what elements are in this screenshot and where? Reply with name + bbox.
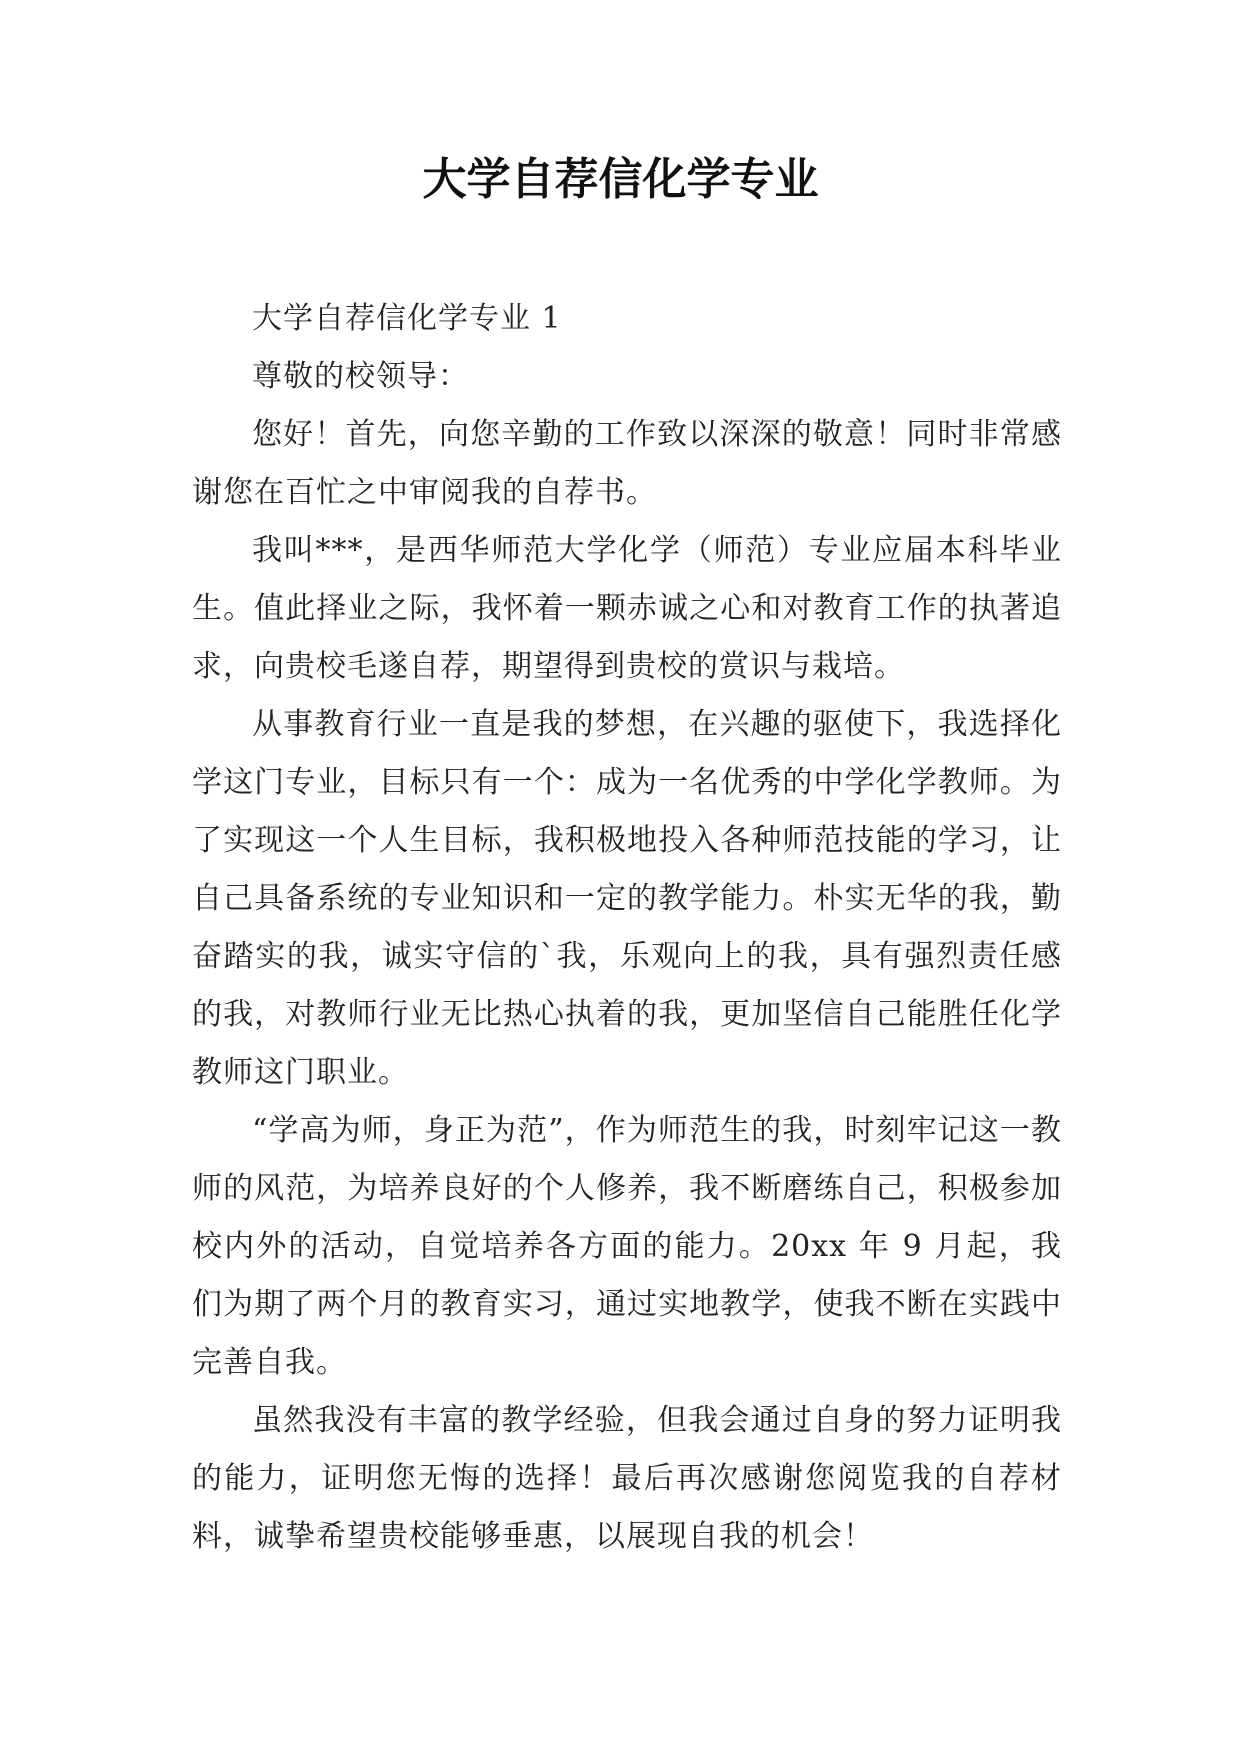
document-subtitle: 大学自荐信化学专业 1 (252, 301, 562, 336)
paragraph-greeting: 您好！首先，向您辛勤的工作致以深深的敬意！同时非常感谢您在百忙之中审阅我的自荐书。 (192, 417, 1062, 510)
paragraph-introduction: 我叫***，是西华师范大学化学（师范）专业应届本科毕业生。值此择业之际，我怀着一颗赤诚之心和对教育工作的执著追求，向贵校毛遂自荐，期望得到贵校的赏识与栽培。 (192, 533, 1062, 684)
paragraph-closing: 虽然我没有丰富的教学经验，但我会通过自身的努力证明我的能力，证明您无悔的选择！最后再次感谢您阅览我的自荐材料，诚挚希望贵校能够垂惠，以展现自我的机会！ (192, 1403, 1062, 1554)
salutation: 尊敬的校领导： (252, 359, 469, 394)
document-body (192, 290, 1062, 1566)
paragraph-motivation: 从事教育行业一直是我的梦想，在兴趣的驱使下，我选择化学这门专业，目标只有一个：成为一名优秀的中学化学教师。为了实现这一个人生目标，我积极地投入各种师范技能的学习，让自己具备系统的专业知识和一定的教学能力。朴实无华的我，勤奋踏实的我，诚实守信的`我，乐观向上的我，具有强烈责任感的我，对教师行业无比热心执着的我，更加坚信自己能胜任化学教师这门职业。 (192, 707, 1062, 1090)
document-title: 大学自荐信化学专业 (422, 154, 819, 205)
paragraph-experience: “学高为师，身正为范”，作为师范生的我，时刻牢记这一教师的风范，为培养良好的个人修养，我不断磨练自己，积极参加校内外的活动，自觉培养各方面的能力。20xx 年 9 月起，我们为期了两个月的教育实习，通过实地教学，使我不断在实践中完善自我。 (192, 1113, 1062, 1380)
